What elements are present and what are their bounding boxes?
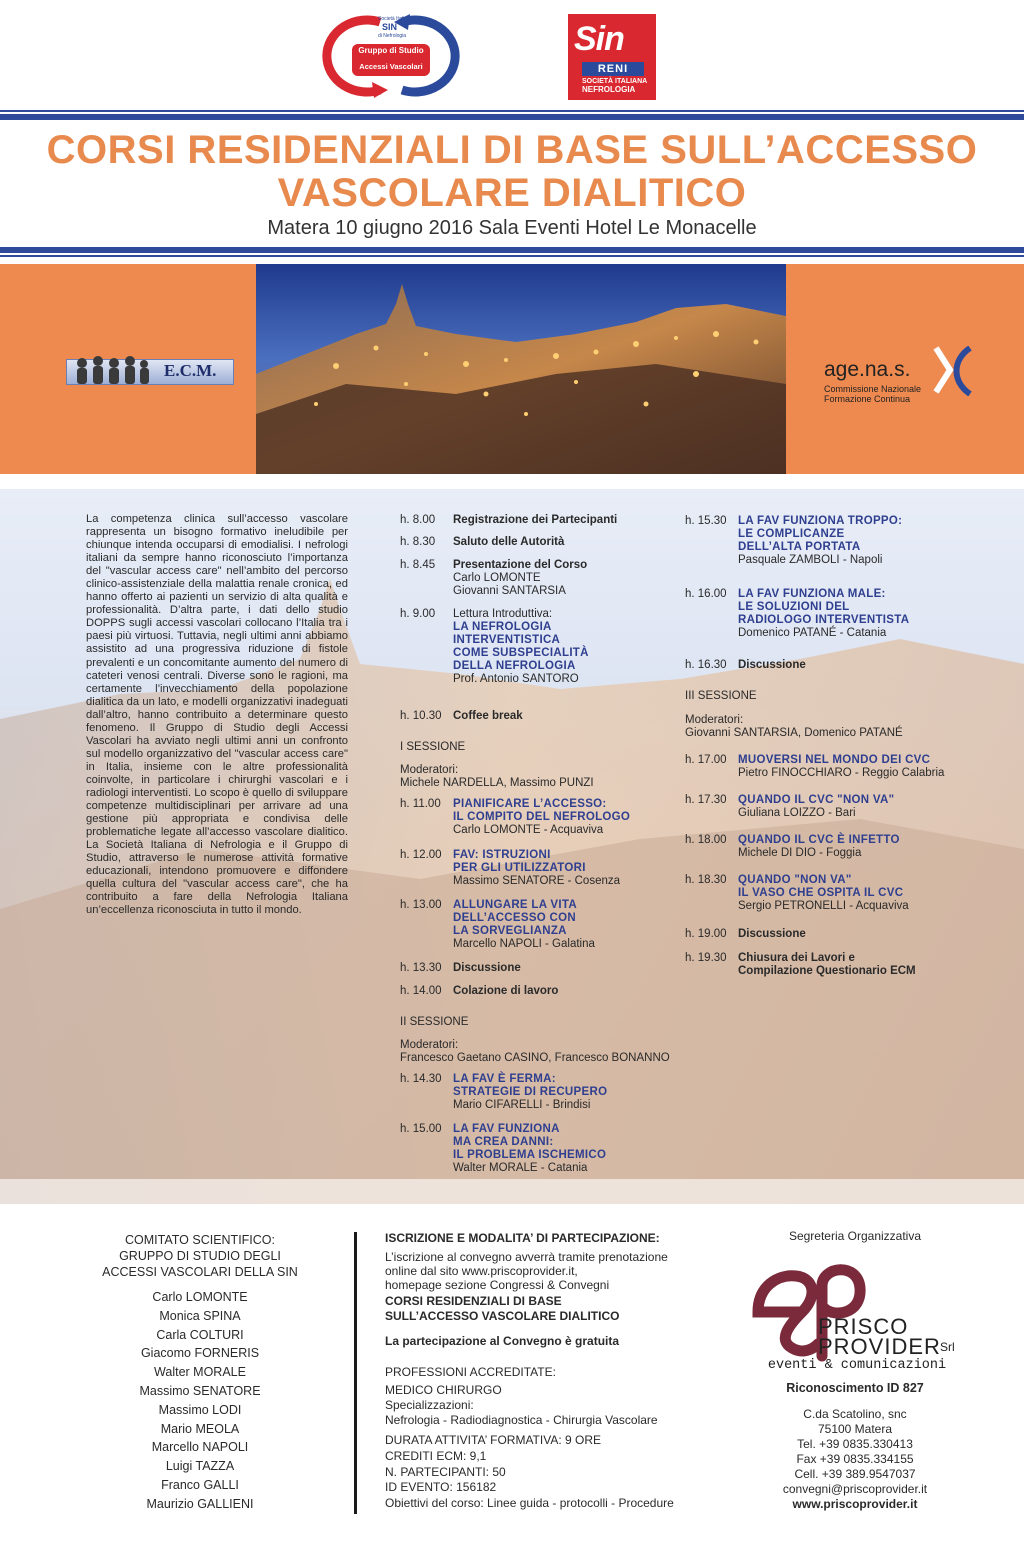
session-1-moderators: Michele NARDELLA, Massimo PUNZI [400, 777, 594, 789]
comitato-heading: ACCESSI VASCOLARI DELLA SIN [102, 1265, 298, 1279]
page-title-line1: CORSI RESIDENZIALI DI BASE SULL’ACCESSO [46, 128, 978, 172]
program-hour: h. 15.00 [400, 1123, 442, 1135]
iscrizione-line: L’iscrizione al convegno avverrà tramite prenotazione [385, 1250, 668, 1264]
session-1-title: I SESSIONE [400, 741, 466, 753]
iscrizione-line: MEDICO CHIRURGO [385, 1383, 502, 1397]
program-body [738, 754, 944, 780]
program-speaker: Giovanni SANTARSIA [453, 585, 566, 597]
program-hour: h. 10.30 [400, 710, 442, 722]
segreteria-riconoscimento: Riconoscimento ID 827 [786, 1381, 924, 1395]
prisco-provider-logo [748, 1256, 964, 1376]
program-hour: h. 13.00 [400, 899, 442, 911]
program-topic: DELL’ACCESSO CON [453, 912, 577, 924]
program-topic: IL VASO CHE OSPITA IL CVC [738, 887, 904, 899]
program-topic: Saluto delle Autorità [453, 536, 565, 548]
comitato-member: Carlo LOMONTE [152, 1290, 248, 1304]
ecm-people-icon [72, 353, 152, 391]
program-hour: h. 12.00 [400, 849, 442, 861]
program-topic: Colazione di lavoro [453, 985, 559, 997]
comitato-member: Carla COLTURI [156, 1327, 244, 1342]
gruppo-studio-logo [318, 14, 464, 98]
program-hour: h. 11.00 [400, 798, 441, 810]
comitato-member: Massimo SENATORE [139, 1384, 261, 1398]
comitato-member: Mario MEOLA [160, 1421, 240, 1436]
sin-reni-logo [568, 14, 656, 100]
program-topic: INTERVENTISTICA [453, 634, 561, 646]
agenas-name: age.na.s. [824, 358, 911, 381]
program-topic: IL PROBLEMA ISCHEMICO [453, 1149, 607, 1161]
program-speaker: Pasquale ZAMBOLI - Napoli [738, 554, 883, 566]
top-rule-thin [0, 110, 1024, 112]
program-hour: h. 14.00 [400, 985, 442, 997]
program-topic: Discussione [738, 659, 806, 671]
program-topic: LA FAV FUNZIONA [453, 1123, 560, 1135]
program-topic: LA NEFROLOGIA [453, 621, 552, 633]
program-topic: FAV: ISTRUZIONI [453, 849, 551, 861]
event-subtitle: Matera 10 giugno 2016 Sala Eventi Hotel Le Monacelle [267, 217, 757, 239]
session-2-moderators: Francesco Gaetano CASINO, Francesco BONANNO [400, 1052, 670, 1064]
program-topic: MA CREA DANNI: [453, 1136, 554, 1148]
program-body [738, 659, 806, 672]
program-speaker: Giuliana LOIZZO - Bari [738, 807, 856, 819]
program-body [453, 1123, 606, 1175]
segreteria-line: Fax +39 0835.334155 [796, 1452, 914, 1466]
program-topic: PER GLI UTILIZZATORI [453, 862, 586, 874]
page-title-line2: VASCOLARE DIALITICO [277, 171, 747, 215]
comitato-member: Massimo LODI [158, 1402, 242, 1417]
ecm-logo [66, 353, 234, 393]
program-topic: ALLUNGARE LA VITA [453, 899, 577, 911]
sin-logo-sub1: SOCIETÀ ITALIANA [582, 78, 648, 85]
program-body [453, 849, 620, 888]
program-speaker: Sergio PETRONELLI - Acquaviva [738, 900, 909, 912]
program-topic: LE SOLUZIONI DEL [738, 601, 850, 613]
iscrizione-line: PROFESSIONI ACCREDITATE: [385, 1365, 556, 1379]
segreteria-heading: Segreteria Organizzativa [788, 1229, 922, 1243]
comitato-member: Luigi TAZZA [165, 1459, 235, 1474]
program-speaker: Domenico PATANÉ - Catania [738, 627, 887, 639]
gruppo-line3: di Nefrologia [378, 33, 407, 39]
program-speaker: Carlo LOMONTE [453, 572, 541, 584]
prisco-name-2: PROVIDER [818, 1334, 941, 1359]
program-topic: Presentazione del Corso [453, 559, 588, 571]
iscrizione-line: CREDITI ECM: 9,1 [385, 1449, 487, 1463]
matera-night-photo [256, 264, 786, 474]
program-topic: Compilazione Questionario ECM [738, 965, 916, 977]
program-hour: h. 8.30 [400, 536, 436, 548]
program-speaker: Lettura Introduttiva: [453, 608, 553, 620]
session-3-moderators-label: Moderatori: [685, 714, 744, 726]
gruppo-line2: SIN [382, 22, 398, 32]
program-topic: STRATEGIE DI RECUPERO [453, 1086, 608, 1098]
program-body [453, 710, 523, 723]
program-topic: MUOVERSI NEL MONDO DEI CVC [738, 754, 931, 766]
segreteria-line: Tel. +39 0835.330413 [797, 1437, 913, 1451]
sin-logo-word: Sin [574, 20, 624, 58]
program-hour: h. 18.30 [685, 874, 727, 886]
gruppo-line4: Gruppo di Studio [358, 46, 424, 55]
program-speaker: Prof. Antonio SANTORO [453, 673, 579, 685]
session-3-moderators: Giovanni SANTARSIA, Domenico PATANÉ [685, 727, 903, 739]
prisco-srl: Srl [940, 1340, 955, 1354]
comitato-member: Monica SPINA [159, 1308, 241, 1323]
program-topic: Coffee break [453, 710, 523, 722]
sin-logo-reni: RENI [582, 62, 644, 76]
program-topic: DELL’ALTA PORTATA [738, 541, 861, 553]
iscrizione-line: CORSI RESIDENZIALI DI BASE [385, 1294, 562, 1308]
program-speaker: Massimo SENATORE - Cosenza [453, 875, 621, 887]
program-hour: h. 17.00 [685, 754, 727, 766]
program-body [738, 588, 909, 640]
prisco-name-1: PRISCO [818, 1314, 909, 1339]
comitato-member: Marcello NAPOLI [151, 1440, 249, 1455]
program-body [453, 559, 587, 598]
program-body [738, 928, 806, 941]
program-body [453, 608, 589, 686]
program-topic: Chiusura dei Lavori e [738, 952, 855, 964]
segreteria-line: 75100 Matera [817, 1422, 893, 1436]
program-body [453, 1073, 607, 1112]
program-topic: Registrazione dei Partecipanti [453, 514, 618, 526]
city-illustration [256, 264, 786, 474]
iscrizione-line: Specializzazioni: [385, 1398, 474, 1412]
program-hour: h. 9.00 [400, 608, 436, 620]
program-topic: IL COMPITO DEL NEFROLOGO [453, 811, 631, 823]
program-hour: h. 16.00 [685, 588, 727, 600]
program-body [453, 536, 564, 549]
ecm-label: E.C.M. [164, 361, 217, 380]
program-body [738, 834, 900, 860]
comitato-heading: GRUPPO DI STUDIO DEGLI [119, 1249, 281, 1263]
program-body [738, 874, 909, 913]
program-body [738, 952, 916, 978]
program-hour: h. 19.30 [685, 952, 727, 964]
intro-paragraph: La competenza clinica sull’accesso vascolare rappresenta un bisogno formativo ineludibile per chiunque intenda occuparsi di emodialisi. I nefrologi italiani da sempre hanno riconosciuto l’importanza del "vascular access care" nell’ambito del percorso clinico-assistenziale della malattia renale cronica, ed hanno offerto ai pazienti un servizio di alta qualità e professionalità. D’altra parte, i dati dello studio DOPPS sugli accessi vascolari collocano l’Italia tra i paesi più virtuosi. Tuttavia, negli ultimi anni abbiamo assistito ad una progressiva riduzione di fistole prevalenti e un concomitante aumento del numero di cateteri venosi centrali. Diverse sono le ragioni, ma certamente l’invecchiamento della popolazione dialitica da un lato, e modelli organizzativi inadeguati dall’altro, hanno contribuito a determinare questo fenomeno. Il Gruppo di Studio degli Accessi Vascolari ha avviato negli ultimi anni un confronto sul modello organizzativo del "vascular access care" in Italia, insieme con le altre professionalità coinvolte, in particolare i chirurghi vascolari e i radiologi interventisti. Lo scopo è quello di sviluppare competenze multidisciplinari per arrivare ad una gestione più appropriata e condivisa delle problematiche legate all’accesso vascolare dialitico. La Società Italiana di Nefrologia e il Gruppo di Studio, attraverso le numerose attività formative educazionali, intendono promuovere e diffondere quella cultura del "vascular access care", che ha contribuito a fare della Nefrologia Italiana un’eccellenza riconosciuta in tutto il mondo. [86, 513, 348, 917]
program-hour: h. 19.00 [685, 928, 727, 940]
program-body [453, 514, 617, 527]
program-topic: LA SORVEGLIANZA [453, 925, 567, 937]
program-hour: h. 13.30 [400, 962, 442, 974]
sin-logo-sub2: NEFROLOGIA [582, 85, 636, 94]
program-topic: Discussione [453, 962, 521, 974]
program-topic: PIANIFICARE L’ACCESSO: [453, 798, 607, 810]
comitato-member: Franco GALLI [161, 1478, 239, 1492]
agenas-logo [824, 346, 974, 406]
agenas-sub2: Formazione Continua [824, 394, 911, 404]
iscrizione-line: ID EVENTO: 156182 [385, 1480, 497, 1494]
program-body [453, 985, 558, 998]
program-topic: COME SUBSPECIALITÀ [453, 647, 589, 659]
gruppo-line1: Società Italiana [378, 16, 413, 22]
session-1-moderators-label: Moderatori: [400, 764, 459, 776]
agenas-mark-icon [932, 346, 976, 396]
footer-divider [354, 1232, 357, 1514]
program-speaker: Marcello NAPOLI - Galatina [453, 938, 595, 950]
iscrizione-line: SULL’ACCESSO VASCOLARE DIALITICO [385, 1309, 620, 1323]
program-topic: RADIOLOGO INTERVENTISTA [738, 614, 910, 626]
segreteria-line: C.da Scatolino, snc [803, 1407, 907, 1421]
segreteria-line[interactable]: www.priscoprovider.it [792, 1497, 918, 1511]
program-topic: LA FAV FUNZIONA TROPPO: [738, 515, 903, 527]
gruppo-line5: Accessi Vascolari [359, 62, 423, 71]
program-speaker: Michele DI DIO - Foggia [738, 847, 862, 859]
program-body [738, 515, 902, 567]
program-speaker: Mario CIFARELLI - Brindisi [453, 1099, 591, 1111]
program-topic: LE COMPLICANZE [738, 528, 845, 540]
program-body [738, 794, 894, 820]
iscrizione-line: DURATA ATTIVITA’ FORMATIVA: 9 ORE [385, 1433, 602, 1447]
iscrizione-line: Nefrologia - Radiodiagnostica - Chirurgia Vascolare [385, 1413, 658, 1427]
program-body [453, 899, 595, 951]
program-topic: Discussione [738, 928, 806, 940]
mid-rule-thin [0, 255, 1024, 257]
comitato-member: Maurizio GALLIENI [146, 1496, 254, 1511]
session-3-title: III SESSIONE [685, 690, 757, 702]
segreteria-line: Cell. +39 389.9547037 [794, 1467, 916, 1481]
program-body [453, 962, 521, 975]
iscrizione-line: ISCRIZIONE E MODALITA’ DI PARTECIPAZIONE: [385, 1231, 660, 1245]
comitato-member: Walter MORALE [154, 1365, 246, 1380]
program-speaker: Pietro FINOCCHIARO - Reggio Calabria [738, 767, 945, 779]
program-hour: h. 17.30 [685, 794, 727, 806]
program-hour: h. 15.30 [685, 515, 727, 527]
program-hour: h. 18.00 [685, 834, 727, 846]
iscrizione-line: Obiettivi del corso: Linee guida - protocolli - Procedure [385, 1496, 674, 1510]
program-hour: h. 8.45 [400, 559, 436, 571]
program-speaker: Walter MORALE - Catania [453, 1162, 588, 1174]
segreteria-line[interactable]: convegni@priscoprovider.it [782, 1482, 928, 1496]
iscrizione-line: homepage sezione Congressi & Convegni [385, 1278, 610, 1292]
comitato-member: Giacomo FORNERIS [140, 1346, 260, 1361]
program-topic: QUANDO IL CVC "NON VA" [738, 794, 895, 806]
program-topic: QUANDO IL CVC È INFETTO [738, 834, 900, 846]
program-topic: LA FAV FUNZIONA MALE: [738, 588, 886, 600]
program-hour: h. 8.00 [400, 514, 436, 526]
program-topic: QUANDO "NON VA" [738, 874, 852, 886]
comitato-heading: COMITATO SCIENTIFICO: [125, 1233, 275, 1247]
program-topic: DELLA NEFROLOGIA [453, 660, 576, 672]
prisco-tagline: eventi & comunicazioni [767, 1358, 947, 1373]
program-speaker: Carlo LOMONTE - Acquaviva [453, 824, 604, 836]
session-2-moderators-label: Moderatori: [400, 1039, 459, 1051]
program-hour: h. 16.30 [685, 659, 727, 671]
iscrizione-line: online dal sito www.priscoprovider.it, [385, 1264, 578, 1278]
program-body [453, 798, 630, 837]
program-topic: LA FAV È FERMA: [453, 1073, 556, 1085]
iscrizione-line: La partecipazione al Convegno è gratuita [385, 1334, 620, 1348]
iscrizione-line: N. PARTECIPANTI: 50 [385, 1465, 506, 1479]
agenas-sub1: Commissione Nazionale [824, 384, 922, 394]
mid-rule-thick [0, 247, 1024, 253]
program-hour: h. 14.30 [400, 1073, 442, 1085]
top-rule-thick [0, 114, 1024, 120]
session-2-title: II SESSIONE [400, 1016, 469, 1028]
